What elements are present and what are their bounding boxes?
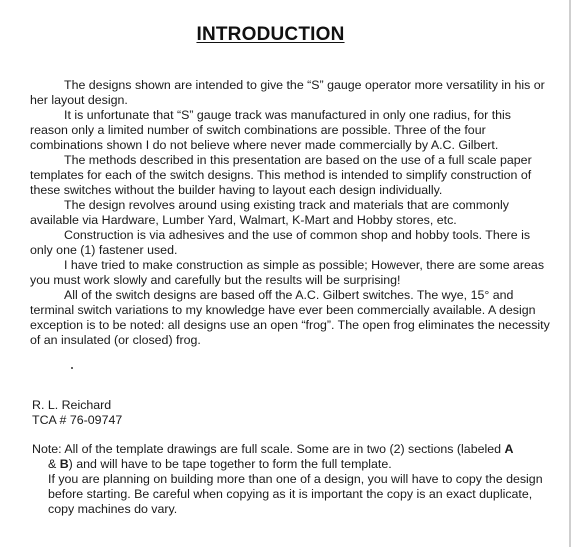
paragraph-6: I have tried to make construction as simple as possible; However, there are some areas you must work slowly and carefully but the results will be surprising! — [30, 258, 545, 287]
introduction-body — [30, 78, 552, 348]
note-tail: ) and will have to be tape together to form the full template. — [68, 457, 392, 471]
paragraph-2: It is unfortunate that “S” gauge track was manufactured in only one radius, for this reason only a limited number of switch combinations are possible. Three of the four combinations shown I do not believe where never made commercially by A.C. Gilbert. — [30, 108, 511, 152]
page-title: INTRODUCTION — [196, 24, 345, 45]
paragraph-1: The designs shown are intended to give the “S” gauge operator more versatility in his or her layout design. — [30, 78, 545, 107]
copy-advice: If you are planning on building more than one of a design, you will have to copy the design before starting. Be careful when copying as it is important the copy is an exact duplicate, copy machines do vary. — [48, 472, 543, 516]
author-name: R. L. Reichard — [32, 398, 112, 412]
paragraph-7: All of the switch designs are based off the A.C. Gilbert switches. The wye, 15° and terminal switch variations to my knowledge have ever been commercially available. A design exception is to be noted: all designs use an open “frog”. The open frog eliminates the necessity of an insulated (or closed) frog. — [30, 288, 550, 347]
paragraph-5: Construction is via adhesives and the use of common shop and hobby tools. There is only one (1) fastener used. — [30, 228, 531, 257]
note-lead: Note: All of the template drawings are full scale. Some are in two (2) sections (labeled — [32, 442, 505, 456]
note-block — [32, 442, 552, 517]
section-label-b: B — [59, 457, 69, 471]
note-continuation — [32, 457, 552, 472]
signature-block — [32, 398, 122, 428]
member-id: TCA # 76-09747 — [32, 413, 123, 427]
note-text — [32, 442, 552, 457]
stray-mark — [71, 367, 73, 369]
section-label-a: A — [504, 442, 514, 456]
paragraph-4: The design revolves around using existing track and materials that are commonly available via Hardware, Lumber Yard, Walmart, K-Mart and Hobby stores, etc. — [30, 198, 509, 227]
note-mid: & — [48, 457, 60, 471]
paragraph-3: The methods described in this presentation are based on the use of a full scale paper templates for each of the switch designs. This method is intended to simplify construction of these switches without the builder having to layout each design individually. — [30, 153, 532, 197]
